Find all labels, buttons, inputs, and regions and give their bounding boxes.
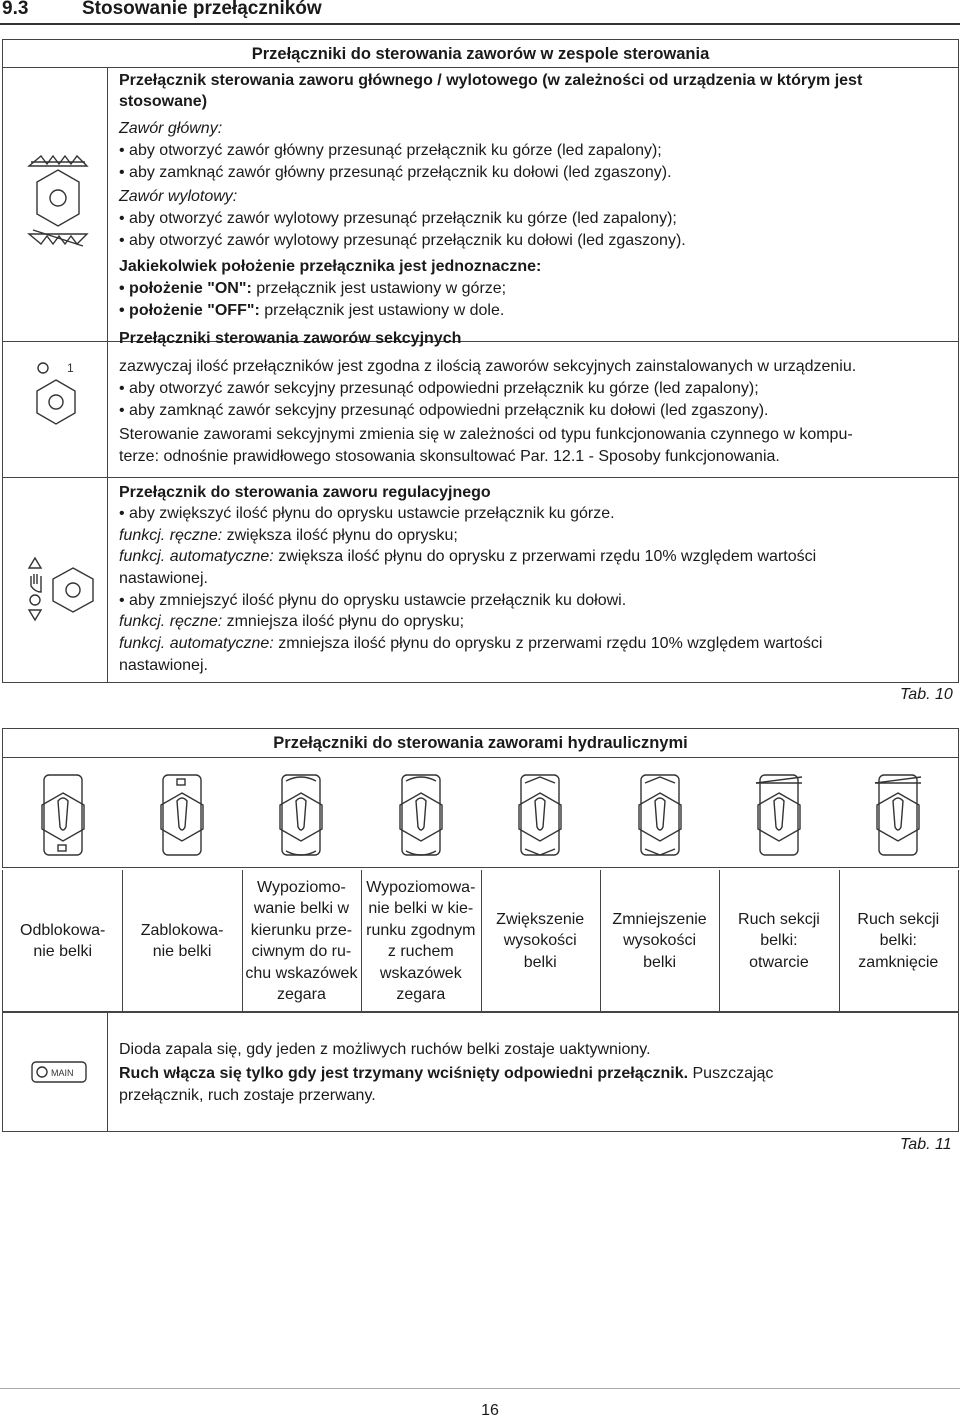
section-title: Stosowanie przełączników: [82, 0, 322, 19]
column-divider: [719, 870, 720, 1012]
table-11-label: Tab. 11: [900, 1136, 952, 1153]
main-valve-heading: Przełącznik sterowania zaworu głównego / wylotowego (w zależności od urządzenia w którym jest: [119, 72, 863, 89]
main-valve-label: Zawór główny:: [119, 120, 223, 137]
function-label: Odblokowa- nie belki: [20, 921, 106, 960]
height-down-switch-icon: [631, 771, 689, 861]
section-valves-line: Sterowanie zaworami sekcyjnymi zmienia się w zależności od typu funkcjonowania czynnego w kompu-: [119, 426, 853, 443]
section-valves-line: • aby otworzyć zawór sekcyjny przesunąć odpowiedni przełącznik ku górze (led zapalony);: [119, 380, 759, 397]
section-valves-line: terze: odnośnie prawidłowego stosowania skonsultować Par. 12.1 - Sposoby funkcjonowania.: [119, 448, 780, 465]
function-label: Zwiększenie wysokości belki: [496, 910, 585, 971]
section-header: [0, 0, 960, 24]
footer-rule: [0, 1388, 960, 1389]
function-label: Zmniejszenie wysokości belki: [612, 910, 707, 971]
lock-switch-icon: [153, 771, 211, 861]
function-label: Ruch sekcji belki: zamknięcie: [857, 910, 940, 971]
header-rule: [0, 23, 960, 25]
section-close-switch-icon: [869, 771, 927, 861]
outlet-valve-open: • aby otworzyć zawór wylotowy przesunąć przełącznik ku górze (led zapalony);: [119, 210, 677, 227]
hold-note: Ruch włącza się tylko gdy jest trzymany wciśnięty odpowiedni przełącznik. Puszczając: [119, 1065, 774, 1082]
regulating-valve-switch-icon: [25, 552, 99, 624]
column-divider: [600, 870, 601, 1012]
column-divider: [242, 870, 243, 1012]
regulating-valve-heading: Przełącznik do sterowania zaworu regulacyjnego: [119, 484, 491, 501]
main-button-text: MAIN: [51, 1068, 74, 1078]
on-position: • położenie "ON": przełącznik jest ustawiony w górze;: [119, 280, 507, 297]
table-11-caption: Przełączniki do sterowania zaworami hydraulicznymi: [3, 729, 958, 758]
section-open-switch-icon: [750, 771, 808, 861]
column-divider: [122, 870, 123, 1012]
main-valve-heading-cont: stosowane): [119, 93, 208, 110]
main-button-icon: [31, 1061, 87, 1083]
function-label: Ruch sekcji belki: otwarcie: [738, 910, 820, 971]
main-valve-open: • aby otworzyć zawór główny przesunąć przełącznik ku górze (led zapalony);: [119, 142, 662, 159]
function-label: Wypoziomowa- nie belki w kie- runku zgodnym z ruchem wskazówek zegara: [366, 878, 476, 1003]
row-divider: [3, 477, 958, 478]
regulating-inc-manual: funkcj. ręczne: zwiększa ilość płynu do oprysku;: [119, 527, 458, 544]
column-divider: [839, 870, 840, 1012]
regulating-dec-manual: funkcj. ręczne: zmniejsza ilość płynu do oprysku;: [119, 613, 465, 630]
function-label: Wypoziomo- wanie belki w kierunku prze- ciwnym do ru- chu wskazówek zegara: [245, 878, 358, 1003]
regulating-dec-auto-cont: nastawionej.: [119, 657, 208, 674]
unambiguous-note: Jakiekolwiek położenie przełącznika jest jednoznaczne:: [119, 258, 542, 275]
main-valve-close: • aby zamknąć zawór główny przesunąć przełącznik ku dołowi (led zgaszony).: [119, 164, 672, 181]
led-note: Dioda zapala się, gdy jeden z możliwych ruchów belki zostaje uaktywniony.: [119, 1041, 651, 1058]
column-divider: [107, 1013, 108, 1131]
table-10: [2, 39, 959, 683]
section-number: 9.3: [2, 0, 29, 19]
regulating-inc: • aby zwiększyć ilość płynu do oprysku ustawcie przełącznik ku górze.: [119, 505, 615, 522]
table-11-labels: [2, 870, 959, 1012]
section-valve-switch-icon: [29, 358, 83, 434]
function-label: Zablokowa- nie belki: [140, 921, 224, 960]
off-position: • położenie "OFF": przełącznik jest ustawiony w dole.: [119, 302, 505, 319]
main-valve-switch-icon: [27, 152, 89, 248]
section-valves-heading: Przełączniki sterowania zaworów sekcyjnych: [119, 330, 462, 347]
section-valve-digit: 1: [67, 361, 74, 375]
page-number: 16: [481, 1402, 499, 1419]
column-divider: [107, 68, 108, 682]
section-valves-line: zazwyczaj ilość przełączników jest zgodna z ilością zaworów sekcyjnych zainstalowanych w urządzeniu.: [119, 358, 857, 375]
height-up-switch-icon: [511, 771, 569, 861]
column-divider: [361, 870, 362, 1012]
level-cw-switch-icon: [392, 771, 450, 861]
section-valves-line: • aby zamknąć zawór sekcyjny przesunąć odpowiedni przełącznik ku dołowi (led zgaszony).: [119, 402, 769, 419]
level-ccw-switch-icon: [272, 771, 330, 861]
outlet-valve-label: Zawór wylotowy:: [119, 188, 238, 205]
table-11-note: [2, 1012, 959, 1132]
table-11-icons: [2, 728, 959, 868]
table-10-label: Tab. 10: [900, 686, 953, 703]
regulating-dec-auto: funkcj. automatyczne: zmniejsza ilość płynu do oprysku z przerwami rzędu 10% względem wartości: [119, 635, 823, 652]
regulating-dec: • aby zmniejszyć ilość płynu do oprysku ustawcie przełącznik ku dołowi.: [119, 592, 627, 609]
table-10-caption: Przełączniki do sterowania zaworów w zespole sterowania: [3, 40, 958, 68]
regulating-inc-auto: funkcj. automatyczne: zwiększa ilość płynu do oprysku z przerwami rzędu 10% względem wartości: [119, 548, 817, 565]
regulating-inc-auto-cont: nastawionej.: [119, 570, 208, 587]
outlet-valve-close: • aby otworzyć zawór wylotowy przesunąć przełącznik ku dołowi (led zgaszony).: [119, 232, 686, 249]
unlock-switch-icon: [34, 771, 92, 861]
column-divider: [481, 870, 482, 1012]
hold-note-cont: przełącznik, ruch zostaje przerwany.: [119, 1087, 376, 1104]
